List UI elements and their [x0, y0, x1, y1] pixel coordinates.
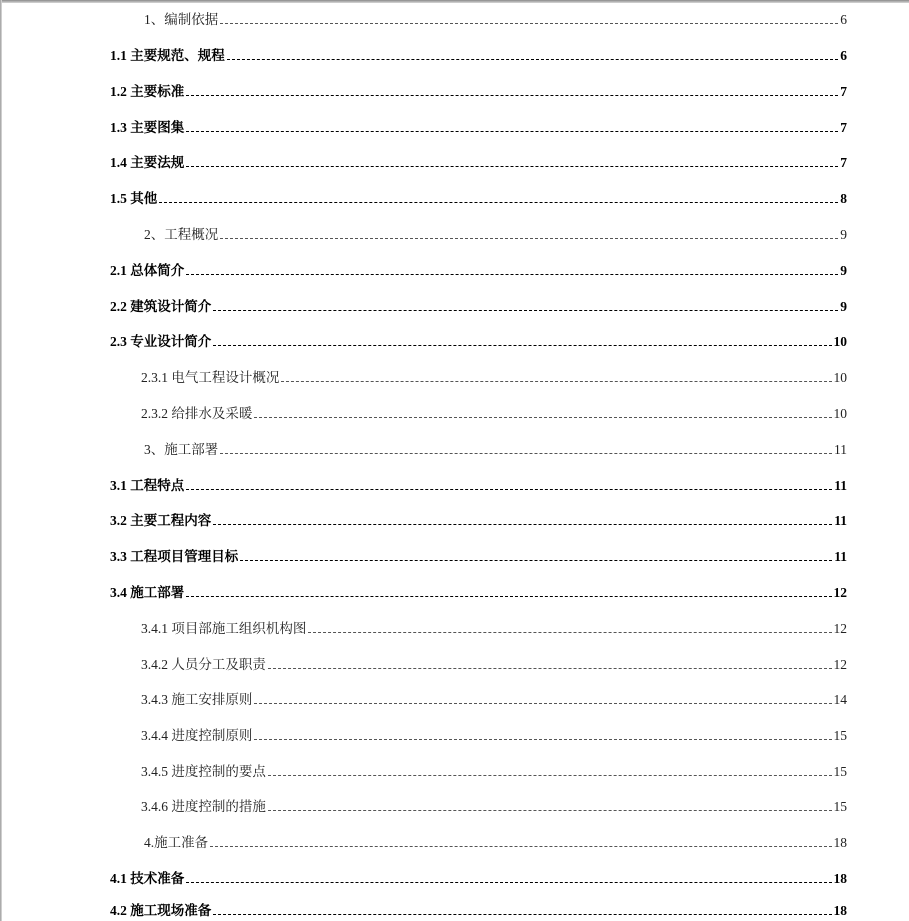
toc-page-number: 15: [833, 799, 847, 814]
toc-entry-title: 2.3.1 电气工程设计概况: [141, 370, 280, 385]
toc-entry[interactable]: [141, 725, 847, 745]
toc-page-number: 10: [833, 406, 847, 421]
toc-entry-title: 4.2 施工现场准备: [110, 903, 212, 918]
toc-page-number: 15: [833, 728, 847, 743]
toc-entry[interactable]: [110, 188, 847, 208]
toc-page-number: 11: [834, 442, 847, 457]
toc-leader-dots: [186, 489, 832, 490]
toc-entry-title: 3.4.6 进度控制的措施: [141, 799, 266, 814]
toc-entry-title: 3.4.2 人员分工及职责: [141, 657, 266, 672]
toc-leader-dots: [220, 453, 832, 454]
toc-entry-title: 3.4.1 项目部施工组织机构图: [141, 621, 307, 636]
toc-leader-dots: [308, 632, 831, 633]
toc-entry[interactable]: [110, 117, 847, 137]
toc-entry[interactable]: [141, 367, 847, 387]
toc-leader-dots: [213, 345, 831, 346]
toc-entry[interactable]: [141, 618, 847, 638]
toc-page-number: 15: [833, 764, 847, 779]
toc-entry[interactable]: [144, 224, 847, 244]
toc-entry-title: 3.4 施工部署: [110, 585, 185, 600]
toc-leader-dots: [254, 739, 831, 740]
toc-page-number: 14: [833, 692, 847, 707]
toc-entry[interactable]: [110, 331, 847, 351]
toc-page-number: 7: [840, 84, 847, 99]
toc-entry-title: 3.4.4 进度控制原则: [141, 728, 253, 743]
toc-page-number: 6: [840, 48, 847, 63]
toc-entry-title: 4.施工准备: [144, 835, 209, 850]
toc-page-number: 11: [834, 478, 847, 493]
toc-entry[interactable]: [110, 582, 847, 602]
toc-leader-dots: [268, 810, 832, 811]
toc-leader-dots: [268, 775, 832, 776]
toc-leader-dots: [186, 274, 838, 275]
toc-entry[interactable]: [141, 689, 847, 709]
toc-entry-title: 3.4.5 进度控制的要点: [141, 764, 266, 779]
toc-leader-dots: [227, 59, 839, 60]
toc-entry[interactable]: [144, 832, 847, 852]
toc-leader-dots: [186, 131, 838, 132]
toc-entry-title: 1、编制依据: [144, 12, 219, 27]
toc-entry-title: 3.3 工程项目管理目标: [110, 549, 239, 564]
toc-entry[interactable]: [110, 260, 847, 280]
toc-entry-title: 1.3 主要图集: [110, 120, 185, 135]
toc-page-number: 18: [833, 871, 847, 886]
toc-entry[interactable]: [110, 81, 847, 101]
toc-leader-dots: [213, 524, 832, 525]
toc-entry[interactable]: [110, 868, 847, 888]
toc-entry[interactable]: [144, 9, 847, 29]
toc-entry-title: 2.2 建筑设计简介: [110, 299, 212, 314]
toc-page-number: 7: [840, 155, 847, 170]
toc-page-number: 10: [833, 370, 847, 385]
toc-entry-title: 2.3.2 给排水及采暖: [141, 406, 253, 421]
toc-entry-title: 3.2 主要工程内容: [110, 513, 212, 528]
toc-entry[interactable]: [110, 475, 847, 495]
toc-page-number: 12: [833, 657, 847, 672]
toc-leader-dots: [159, 202, 838, 203]
toc-entry-title: 1.5 其他: [110, 191, 158, 206]
toc-leader-dots: [240, 560, 832, 561]
toc-entry[interactable]: [141, 796, 847, 816]
toc-entry[interactable]: [110, 900, 847, 920]
toc-entry-title: 4.1 技术准备: [110, 871, 185, 886]
toc-leader-dots: [186, 882, 831, 883]
toc-leader-dots: [213, 310, 838, 311]
toc-leader-dots: [254, 703, 831, 704]
toc-entry[interactable]: [110, 546, 847, 566]
toc-page-number: 12: [833, 621, 847, 636]
toc-entry[interactable]: [110, 152, 847, 172]
toc-entry-title: 1.4 主要法规: [110, 155, 185, 170]
toc-page-number: 9: [840, 299, 847, 314]
toc-entry-title: 1.2 主要标准: [110, 84, 185, 99]
toc-page-number: 6: [840, 12, 847, 27]
toc-entry[interactable]: [141, 654, 847, 674]
toc-entry[interactable]: [110, 296, 847, 316]
toc-leader-dots: [213, 914, 831, 915]
toc-leader-dots: [210, 846, 831, 847]
toc-page-number: 18: [833, 835, 847, 850]
toc-entry-title: 2.3 专业设计简介: [110, 334, 212, 349]
toc-page-number: 12: [833, 585, 847, 600]
toc-leader-dots: [220, 238, 838, 239]
toc-entry-title: 2.1 总体简介: [110, 263, 185, 278]
toc-page-number: 9: [840, 263, 847, 278]
toc-page-number: 8: [840, 191, 847, 206]
toc-page-number: 10: [833, 334, 847, 349]
toc-page-number: 11: [834, 549, 847, 564]
toc-entry-title: 2、工程概况: [144, 227, 219, 242]
toc-entry[interactable]: [110, 45, 847, 65]
toc-entry-title: 3、施工部署: [144, 442, 219, 457]
toc-page-number: 11: [834, 513, 847, 528]
toc-page-number: 9: [840, 227, 847, 242]
toc-entry-title: 1.1 主要规范、规程: [110, 48, 225, 63]
toc-leader-dots: [186, 596, 831, 597]
toc-entry[interactable]: [144, 439, 847, 459]
page-left-edge: [0, 0, 2, 921]
toc-page-number: 7: [840, 120, 847, 135]
toc-entry-title: 3.1 工程特点: [110, 478, 185, 493]
toc-page-number: 18: [833, 903, 847, 918]
toc-leader-dots: [186, 95, 838, 96]
page-top-edge: [0, 0, 909, 3]
toc-entry[interactable]: [141, 403, 847, 423]
toc-leader-dots: [254, 417, 831, 418]
toc-leader-dots: [186, 166, 838, 167]
toc-leader-dots: [281, 381, 831, 382]
toc-leader-dots: [268, 668, 832, 669]
toc-entry[interactable]: [110, 510, 847, 530]
toc-leader-dots: [220, 23, 838, 24]
toc-entry[interactable]: [141, 761, 847, 781]
toc-entry-title: 3.4.3 施工安排原则: [141, 692, 253, 707]
